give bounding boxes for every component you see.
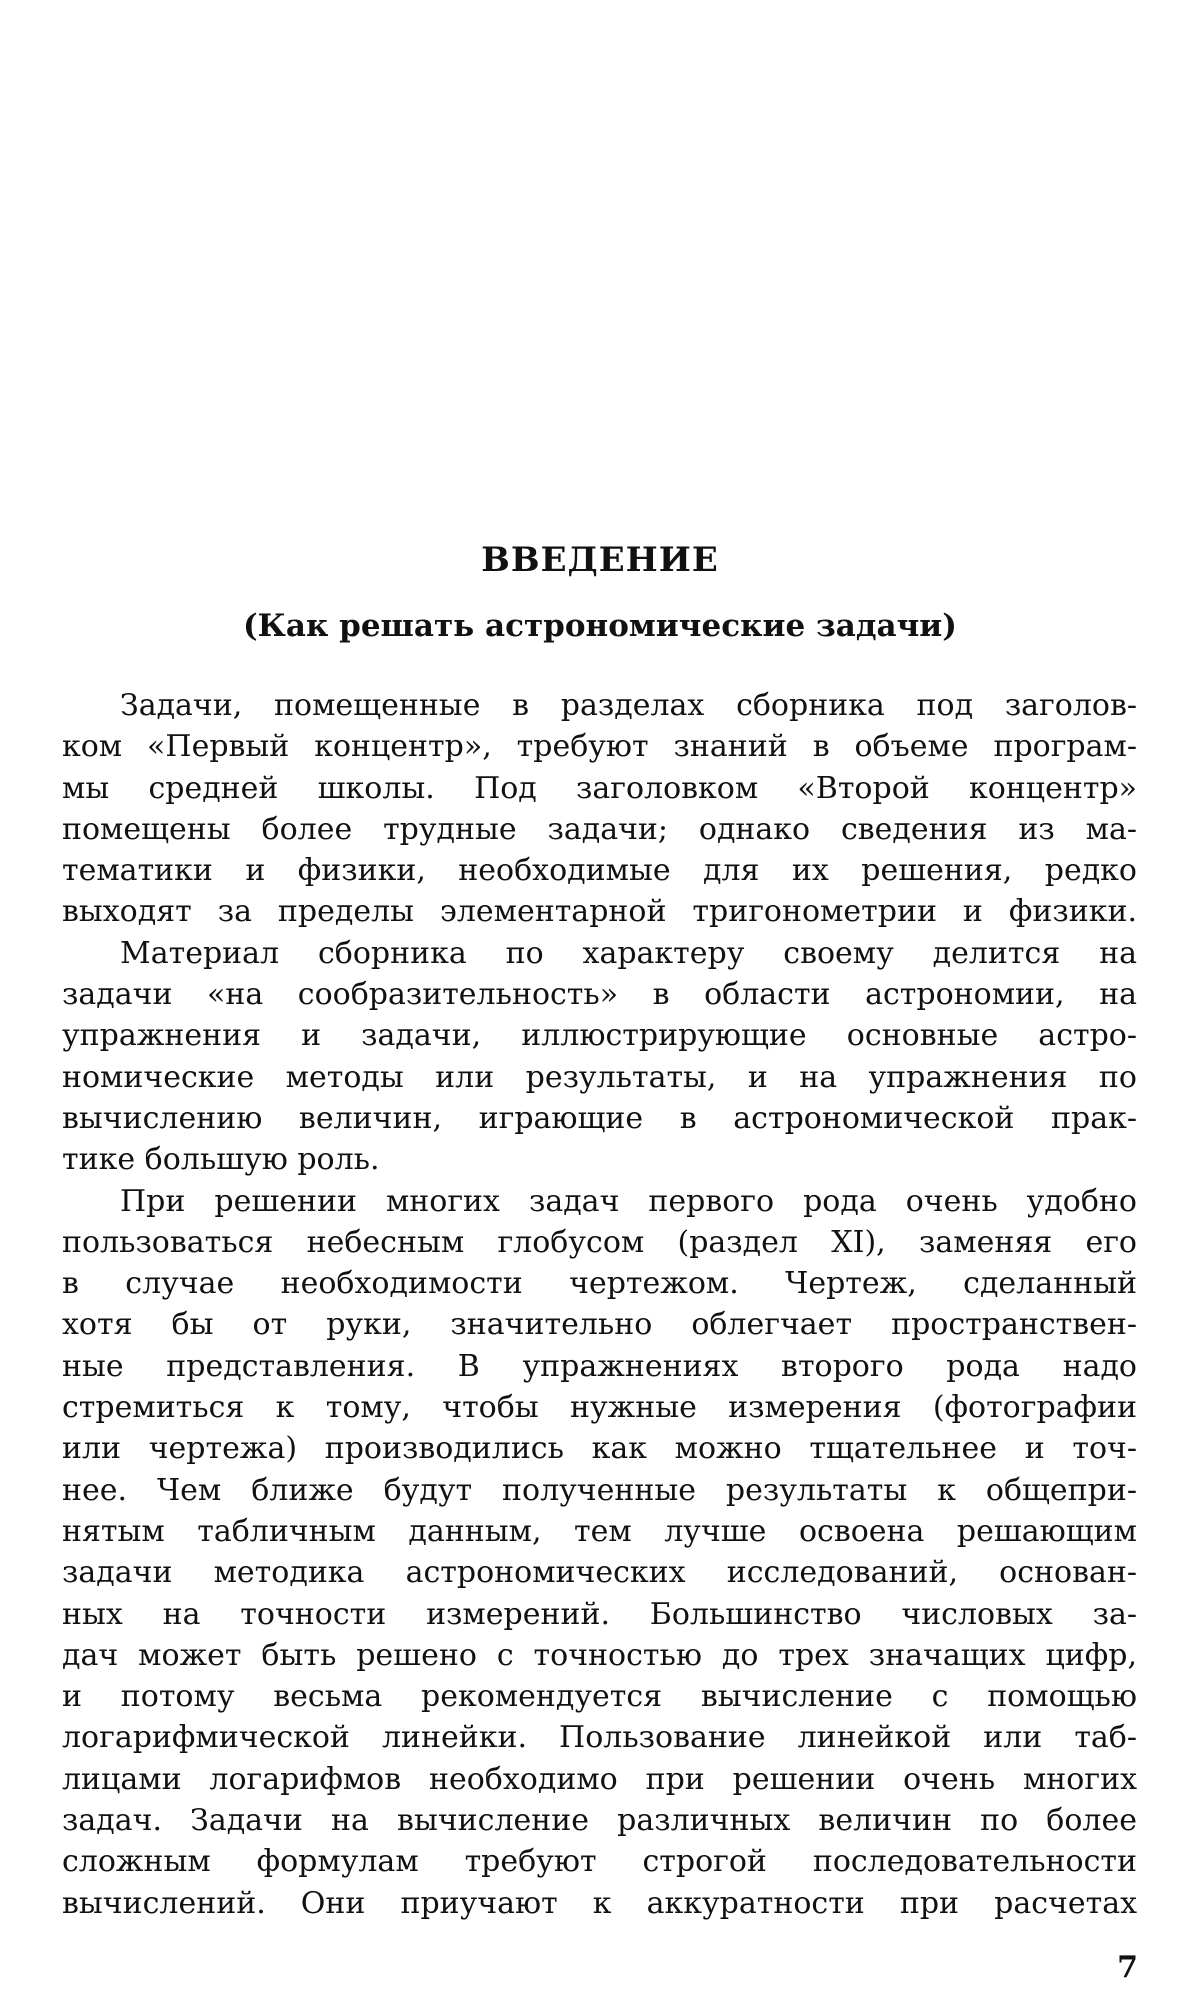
text-line: задач. Задачи на вычисление различных величин по более [62, 1803, 1137, 1839]
text-line: стремиться к тому, чтобы нужные измерения (фотографии [62, 1390, 1137, 1426]
text-line: нее. Чем ближе будут полученные результаты к общепри- [62, 1472, 1137, 1508]
text-line: Материал сборника по характеру своему делится на [120, 935, 1137, 971]
text-line: выходят за пределы элементарной тригонометрии и физики. [62, 894, 1137, 930]
text-line: хотя бы от руки, значительно облегчает пространствен- [62, 1307, 1137, 1343]
page-number: 7 [1117, 1950, 1138, 1985]
text-line: лицами логарифмов необходимо при решении очень многих [62, 1761, 1137, 1797]
text-line: тематики и физики, необходимые для их решения, редко [62, 853, 1137, 889]
text-line: ных на точности измерений. Большинство числовых за- [62, 1596, 1137, 1632]
text-line: и потому весьма рекомендуется вычисление с помощью [62, 1679, 1137, 1715]
text-line: задачи «на сообразительность» в области астрономии, на [62, 977, 1137, 1013]
text-line: логарифмической линейки. Пользование линейкой или таб- [62, 1720, 1137, 1756]
text-line: сложным формулам требуют строгой последовательности [62, 1844, 1137, 1880]
text-line: пользоваться небесным глобусом (раздел XI), заменяя его [62, 1224, 1137, 1260]
text-line: Задачи, помещенные в разделах сборника под заголов- [120, 688, 1137, 723]
text-line: вычислений. Они приучают к аккуратности при расчетах [62, 1885, 1137, 1921]
text-line: помещены более трудные задачи; однако сведения из ма- [62, 811, 1137, 847]
text-line: или чертежа) производились как можно тщательнее и точ- [62, 1431, 1137, 1467]
chapter-title: ВВЕДЕНИЕ [481, 540, 719, 580]
text-line: упражнения и задачи, иллюстрирующие основные астро- [62, 1018, 1137, 1054]
chapter-subtitle: (Как решать астрономические задачи) [243, 608, 957, 644]
text-line: номические методы или результаты, и на упражнения по [62, 1059, 1137, 1095]
text-line: тике большую роль. [62, 1142, 380, 1178]
text-line: ные представления. В упражнениях второго рода надо [62, 1348, 1137, 1384]
body-text [62, 685, 1137, 1924]
text-line: дач может быть решено с точностью до трех значащих цифр, [62, 1637, 1137, 1673]
text-line: ком «Первый концентр», требуют знаний в объеме програм- [62, 729, 1137, 765]
text-line: задачи методика астрономических исследований, основан- [62, 1555, 1137, 1591]
text-line: в случае необходимости чертежом. Чертеж, сделанный [62, 1266, 1137, 1302]
text-line: мы средней школы. Под заголовком «Второй концентр» [62, 770, 1137, 806]
text-line: При решении многих задач первого рода очень удобно [120, 1183, 1137, 1219]
text-line: вычислению величин, играющие в астрономической прак- [62, 1100, 1137, 1136]
text-line: нятым табличным данным, тем лучше освоена решающим [62, 1513, 1137, 1549]
